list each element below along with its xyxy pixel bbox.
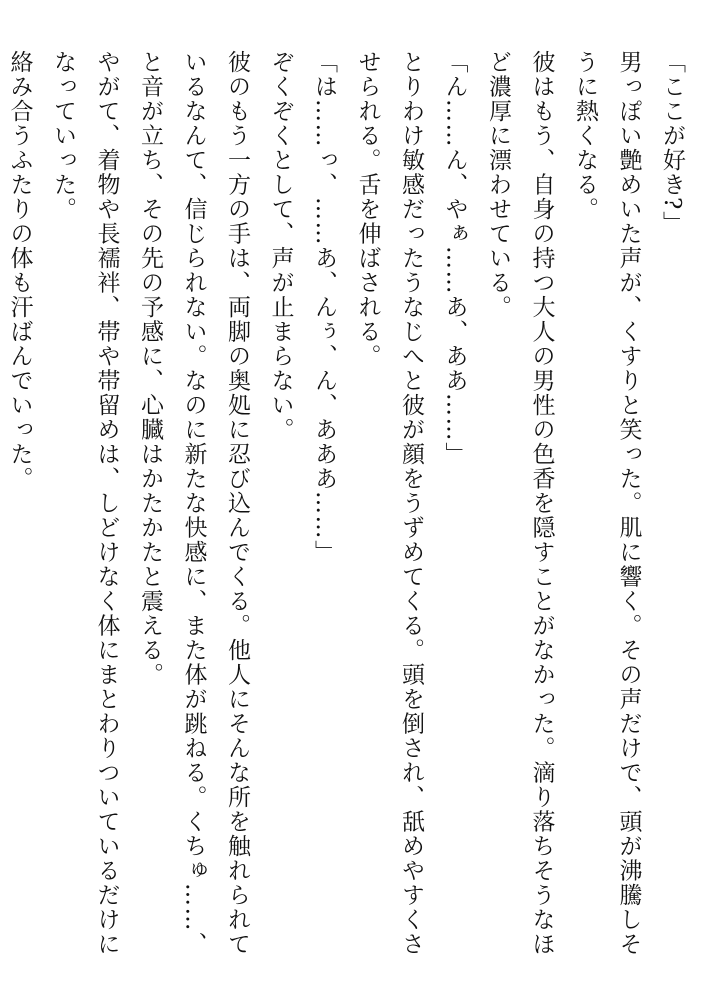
paragraph: 彼はもう、自身の持つ大人の男性の色香を隠すことがなかった。滴り落ちそうなほど濃厚に漂わせている。 [485,50,555,957]
paragraph: とりわけ敏感だったうなじへと彼が顔をうずめてくる。頭を倒され、舐めやすくさせられる。舌を伸ばされる。 [354,50,424,957]
paragraph: 彼のもう一方の手は、両脚の奥処に忍び込んでくる。他人にそんな所を触れられているなんて、信じられない。なのに新たな快感に、また体が跳ねる。くちゅ……、と音が立ち、その先の予感に、心臓はかたかたと震える。 [137,50,250,957]
paragraph: 「ん……ん、やぁ……あ、ああ……」 [441,50,468,467]
paragraph: やがて、着物や長襦袢、帯や帯留めは、しどけなく体にまとわりついているだけになっていった。 [50,50,120,957]
paragraph: 絡み合うふたりの体も汗ばんでいった。 [6,50,33,491]
paragraph: ぞくぞくとして、声が止まらない。 [267,50,294,442]
vertical-text-body [0,50,693,980]
paragraph: 「は……っ、……あ、んぅ、ん、あああ……」 [311,50,337,565]
paragraph: 男っぽい艶めいた声が、くすりと笑った。肌に響く。その声だけで、頭が沸騰しそうに熱くなる。 [572,50,642,957]
paragraph: 「ここが好き?」 [659,50,685,236]
